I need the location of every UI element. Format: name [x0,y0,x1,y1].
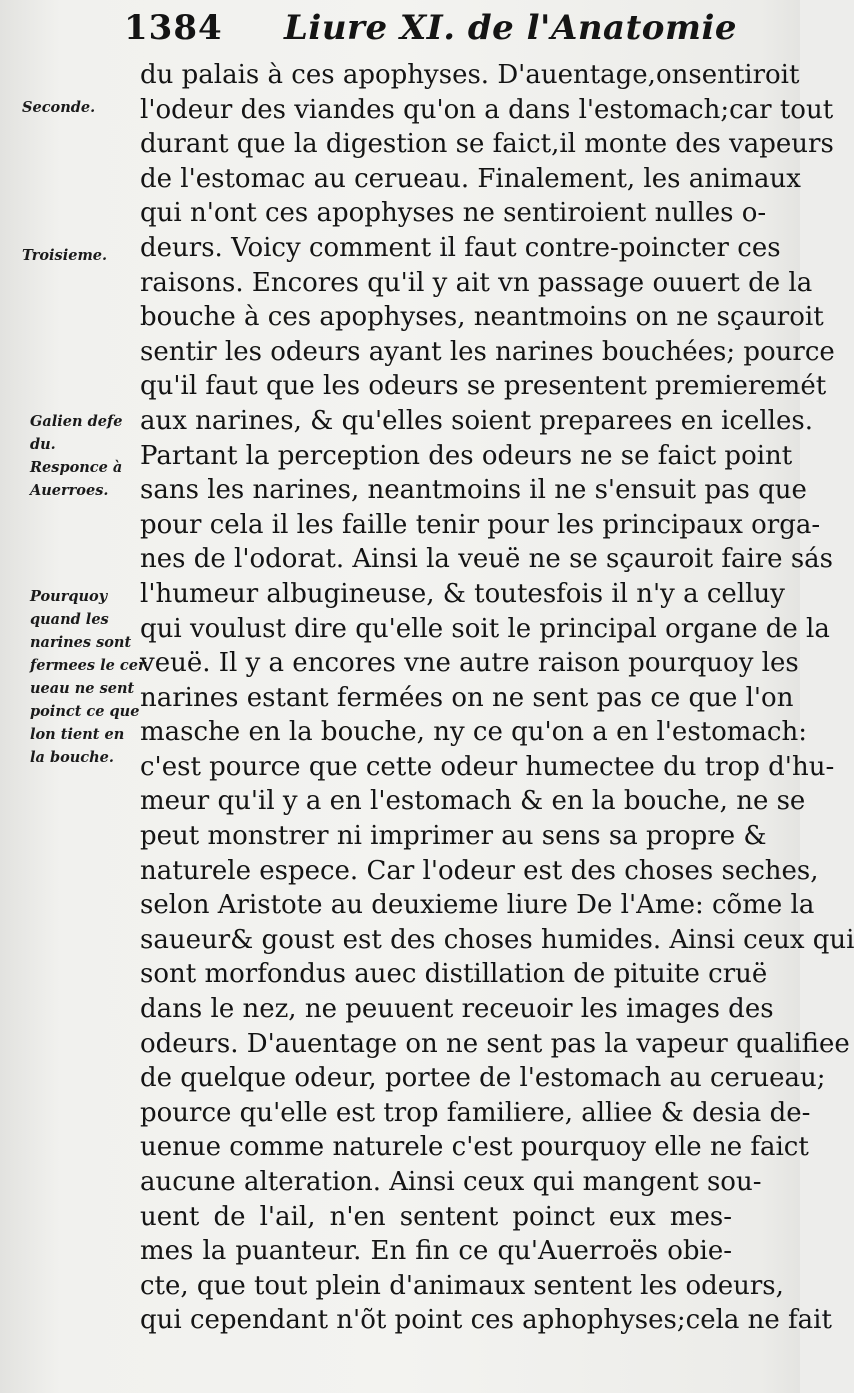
body-text [140,58,854,1338]
text-line: meur qu'il y a en l'estomach & en la bouche, ne se [140,786,806,817]
margin-note-troisieme [22,244,150,267]
text-line: l'odeur des viandes qu'on a dans l'estomach;car tout [140,94,834,125]
margin-note-line: Seconde. [22,99,96,116]
margin-note-seconde [22,96,150,119]
text-line: pource qu'elle est trop familiere, alliee & desia de- [140,1097,811,1128]
text-line: qui n'ont ces apophyses ne sentiroient nulles o- [140,198,767,229]
text-line: sentir les odeurs ayant les narines bouchées; pource [140,336,835,367]
text-line: Partant la perception des odeurs ne se faict point [140,440,793,471]
margin-note-pourquoy [30,585,158,769]
text-line: pour cela il les faille tenir pour les principaux orga- [140,509,821,540]
margin-note-line: Pourquoy [30,588,108,605]
text-line: aucune alteration. Ainsi ceux qui mangent sou- [140,1167,762,1197]
text-line: raisons. Encores qu'il y ait vn passage ouuert de la [140,267,813,298]
text-line: dans le nez, ne peuuent receuoir les images des [140,994,774,1025]
text-line: selon Aristote au deuxieme liure De l'Ame: cõme la [140,890,815,921]
margin-note-line: du. [30,436,56,453]
margin-note-line: quand les [30,611,109,628]
text-line: qui voulust dire qu'elle soit le principal organe de la [140,613,830,644]
text-line: de quelque odeur, portee de l'estomach au cerueau; [140,1063,826,1094]
text-line: uenue comme naturele c'est pourquoy elle ne faict [140,1132,809,1163]
text-line: qui cependant n'õt point ces aphophyses;cela ne fait [140,1305,832,1336]
running-head-title: Liure XI. de l'Anatomie [284,8,737,48]
text-line: sans les narines, neantmoins il ne s'ensuit pas que [140,475,807,506]
margin-note-line: fermees le cer [30,657,146,674]
text-line: uent de l'ail, n'en sentent poinct eux mes- [140,1201,732,1232]
text-line: bouche à ces apophyses, neantmoins on ne sçauroit [140,302,824,333]
margin-note-line: lon tient en [30,726,125,743]
text-line: odeurs. D'auentage on ne sent pas la vapeur qualifiee [140,1028,850,1059]
text-line: deurs. Voicy comment il faut contre-poincter ces [140,232,781,263]
text-line: du palais à ces apophyses. D'auentage,onsentiroit [140,60,800,90]
margin-note-line: narines sont [30,634,132,651]
text-line: naturele espece. Car l'odeur est des choses seches, [140,855,819,886]
text-line: mes la puanteur. En fin ce qu'Auerroës obie- [140,1236,732,1267]
running-head [124,8,764,56]
margin-note-line: Auerroes. [30,482,109,499]
margin-note-line: Galien defe [30,413,123,430]
margin-note-line: Responce à [30,459,123,476]
page-number: 1384 [124,8,223,48]
text-line: cte, que tout plein d'animaux sentent les odeurs, [140,1270,784,1301]
text-line: durant que la digestion se faict,il monte des vapeurs [140,129,834,160]
margin-note-line: ueau ne sent [30,680,135,697]
margin-note-line: poinct ce que [30,703,140,720]
text-line: nes de l'odorat. Ainsi la veuë ne se sçauroit faire sás [140,544,834,575]
margin-note-galien [30,410,158,502]
text-line: peut monstrer ni imprimer au sens sa propre & [140,821,767,852]
text-line: de l'estomac au cerueau. Finalement, les animaux [140,163,801,194]
text-line: narines estant fermées on ne sent pas ce que l'on [140,682,794,713]
margin-note-line: la bouche. [30,749,114,766]
text-line: masche en la bouche, ny ce qu'on a en l'estomach: [140,717,807,748]
text-line: saueur& goust est des choses humides. Ainsi ceux qui [140,924,854,955]
text-line: sont morfondus auec distillation de pituite cruë [140,959,768,990]
text-line: l'humeur albugineuse, & toutesfois il n'y a celluy [140,578,785,609]
margin-note-line: Troisieme. [22,247,108,264]
text-line: veuë. Il y a encores vne autre raison pourquoy les [140,648,799,679]
text-line: aux narines, & qu'elles soient preparees en icelles. [140,405,813,436]
text-line: qu'il faut que les odeurs se presentent premieremét [140,371,827,402]
text-line: c'est pource que cette odeur humectee du trop d'hu- [140,751,835,782]
